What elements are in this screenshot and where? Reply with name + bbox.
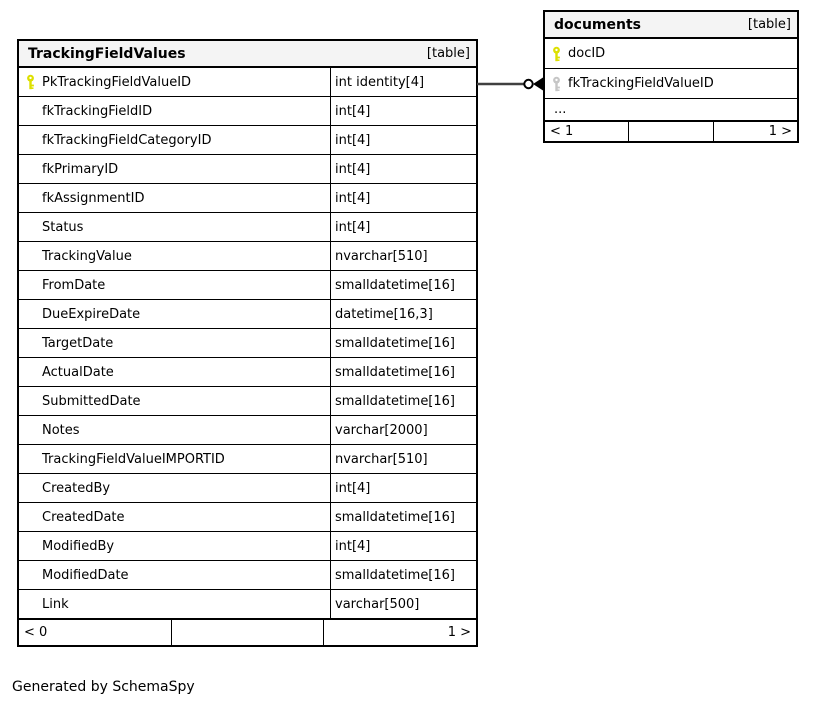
- column-type: smalldatetime[16]: [330, 271, 476, 299]
- table-row: [19, 154, 476, 183]
- cardinality-right: 1 >: [323, 620, 476, 645]
- cardinality-left: < 1: [550, 124, 574, 139]
- column-name-cell: [19, 329, 330, 357]
- foreign-key-icon: [551, 76, 568, 92]
- cardinality-middle: [628, 122, 712, 141]
- table-row: [545, 39, 797, 68]
- column-name: SubmittedDate: [42, 393, 141, 409]
- table-row: [19, 473, 476, 502]
- table-row: [19, 183, 476, 212]
- table-row: [19, 531, 476, 560]
- column-name: Status: [42, 219, 84, 235]
- column-name-cell: [19, 97, 330, 125]
- table-row: [19, 386, 476, 415]
- column-type: varchar[2000]: [330, 416, 476, 444]
- table-row: [19, 328, 476, 357]
- table-badge: [table]: [426, 46, 470, 61]
- column-name: fkAssignmentID: [42, 190, 145, 206]
- column-name-cell: [19, 155, 330, 183]
- column-name: CreatedBy: [42, 480, 111, 496]
- table-header[interactable]: [19, 41, 476, 68]
- column-name-cell: [19, 445, 330, 473]
- table-row: [19, 357, 476, 386]
- cardinality-middle: [171, 620, 324, 645]
- primary-key-icon: [551, 46, 568, 62]
- entity-table-trackingfieldvalues[interactable]: [17, 39, 478, 647]
- cardinality-footer: [545, 120, 797, 141]
- table-row: [19, 444, 476, 473]
- column-type: nvarchar[510]: [330, 445, 476, 473]
- column-type: int[4]: [330, 184, 476, 212]
- column-name-cell: [19, 358, 330, 386]
- column-name: TrackingFieldValueIMPORTID: [42, 451, 225, 467]
- column-name: Link: [42, 596, 69, 612]
- table-title[interactable]: TrackingFieldValues: [28, 45, 186, 62]
- column-name: fkTrackingFieldID: [42, 103, 153, 119]
- column-type: int identity[4]: [330, 68, 476, 96]
- column-type: int[4]: [330, 126, 476, 154]
- table-row: [19, 299, 476, 328]
- column-type: int[4]: [330, 213, 476, 241]
- zero-circle-icon: [524, 80, 532, 88]
- column-type: varchar[500]: [330, 590, 476, 618]
- column-type: int[4]: [330, 532, 476, 560]
- primary-key-icon: [25, 74, 42, 90]
- column-name: fkPrimaryID: [42, 161, 119, 177]
- column-name: docID: [568, 46, 606, 61]
- column-name-cell: [19, 271, 330, 299]
- column-rows: [19, 68, 476, 618]
- table-header[interactable]: [545, 12, 797, 39]
- column-name-cell: [19, 503, 330, 531]
- table-row: [19, 502, 476, 531]
- column-name: PkTrackingFieldValueID: [42, 74, 192, 90]
- column-type: int[4]: [330, 474, 476, 502]
- column-type: nvarchar[510]: [330, 242, 476, 270]
- column-name-cell: [19, 474, 330, 502]
- column-name: DueExpireDate: [42, 306, 141, 322]
- column-name: ActualDate: [42, 364, 114, 380]
- column-name-cell: [19, 300, 330, 328]
- column-name: fkTrackingFieldCategoryID: [42, 132, 212, 148]
- column-type: int[4]: [330, 155, 476, 183]
- column-name: TargetDate: [42, 335, 114, 351]
- table-row: [19, 96, 476, 125]
- column-name: fkTrackingFieldValueID: [568, 76, 714, 91]
- crows-foot-icon: [533, 78, 543, 91]
- table-row: [19, 241, 476, 270]
- column-name-cell: [19, 532, 330, 560]
- column-name-cell: [19, 68, 330, 96]
- column-name-cell: [19, 416, 330, 444]
- column-name-cell: [19, 561, 330, 589]
- entity-table-documents[interactable]: [543, 10, 799, 143]
- cardinality-right: 1 >: [713, 122, 797, 141]
- column-type: int[4]: [330, 97, 476, 125]
- table-row: [19, 125, 476, 154]
- column-name-cell: [19, 242, 330, 270]
- more-columns-ellipsis: ...: [545, 98, 797, 120]
- column-name: ModifiedBy: [42, 538, 115, 554]
- relationship-connector: [476, 74, 544, 94]
- table-row: [19, 212, 476, 241]
- table-badge: [table]: [747, 17, 791, 32]
- table-row: [19, 589, 476, 618]
- table-row: [19, 415, 476, 444]
- column-name-cell: [19, 590, 330, 618]
- cardinality-left: < 0: [24, 625, 48, 640]
- column-name: ModifiedDate: [42, 567, 129, 583]
- column-type: smalldatetime[16]: [330, 329, 476, 357]
- column-name-cell: [19, 184, 330, 212]
- generated-by-text: Generated by SchemaSpy: [12, 679, 195, 695]
- column-name-cell: [19, 213, 330, 241]
- column-name: TrackingValue: [42, 248, 132, 264]
- column-type: smalldatetime[16]: [330, 358, 476, 386]
- column-name: FromDate: [42, 277, 106, 293]
- cardinality-footer: [19, 618, 476, 645]
- column-type: smalldatetime[16]: [330, 503, 476, 531]
- table-row: [19, 270, 476, 299]
- column-type: datetime[16,3]: [330, 300, 476, 328]
- table-row: [19, 68, 476, 96]
- column-name-cell: [19, 387, 330, 415]
- table-row: [19, 560, 476, 589]
- table-row: [545, 68, 797, 98]
- column-type: smalldatetime[16]: [330, 387, 476, 415]
- column-name: Notes: [42, 422, 80, 438]
- column-type: smalldatetime[16]: [330, 561, 476, 589]
- table-title[interactable]: documents: [554, 16, 641, 33]
- column-name-cell: [19, 126, 330, 154]
- column-name: CreatedDate: [42, 509, 125, 525]
- column-rows: [545, 39, 797, 120]
